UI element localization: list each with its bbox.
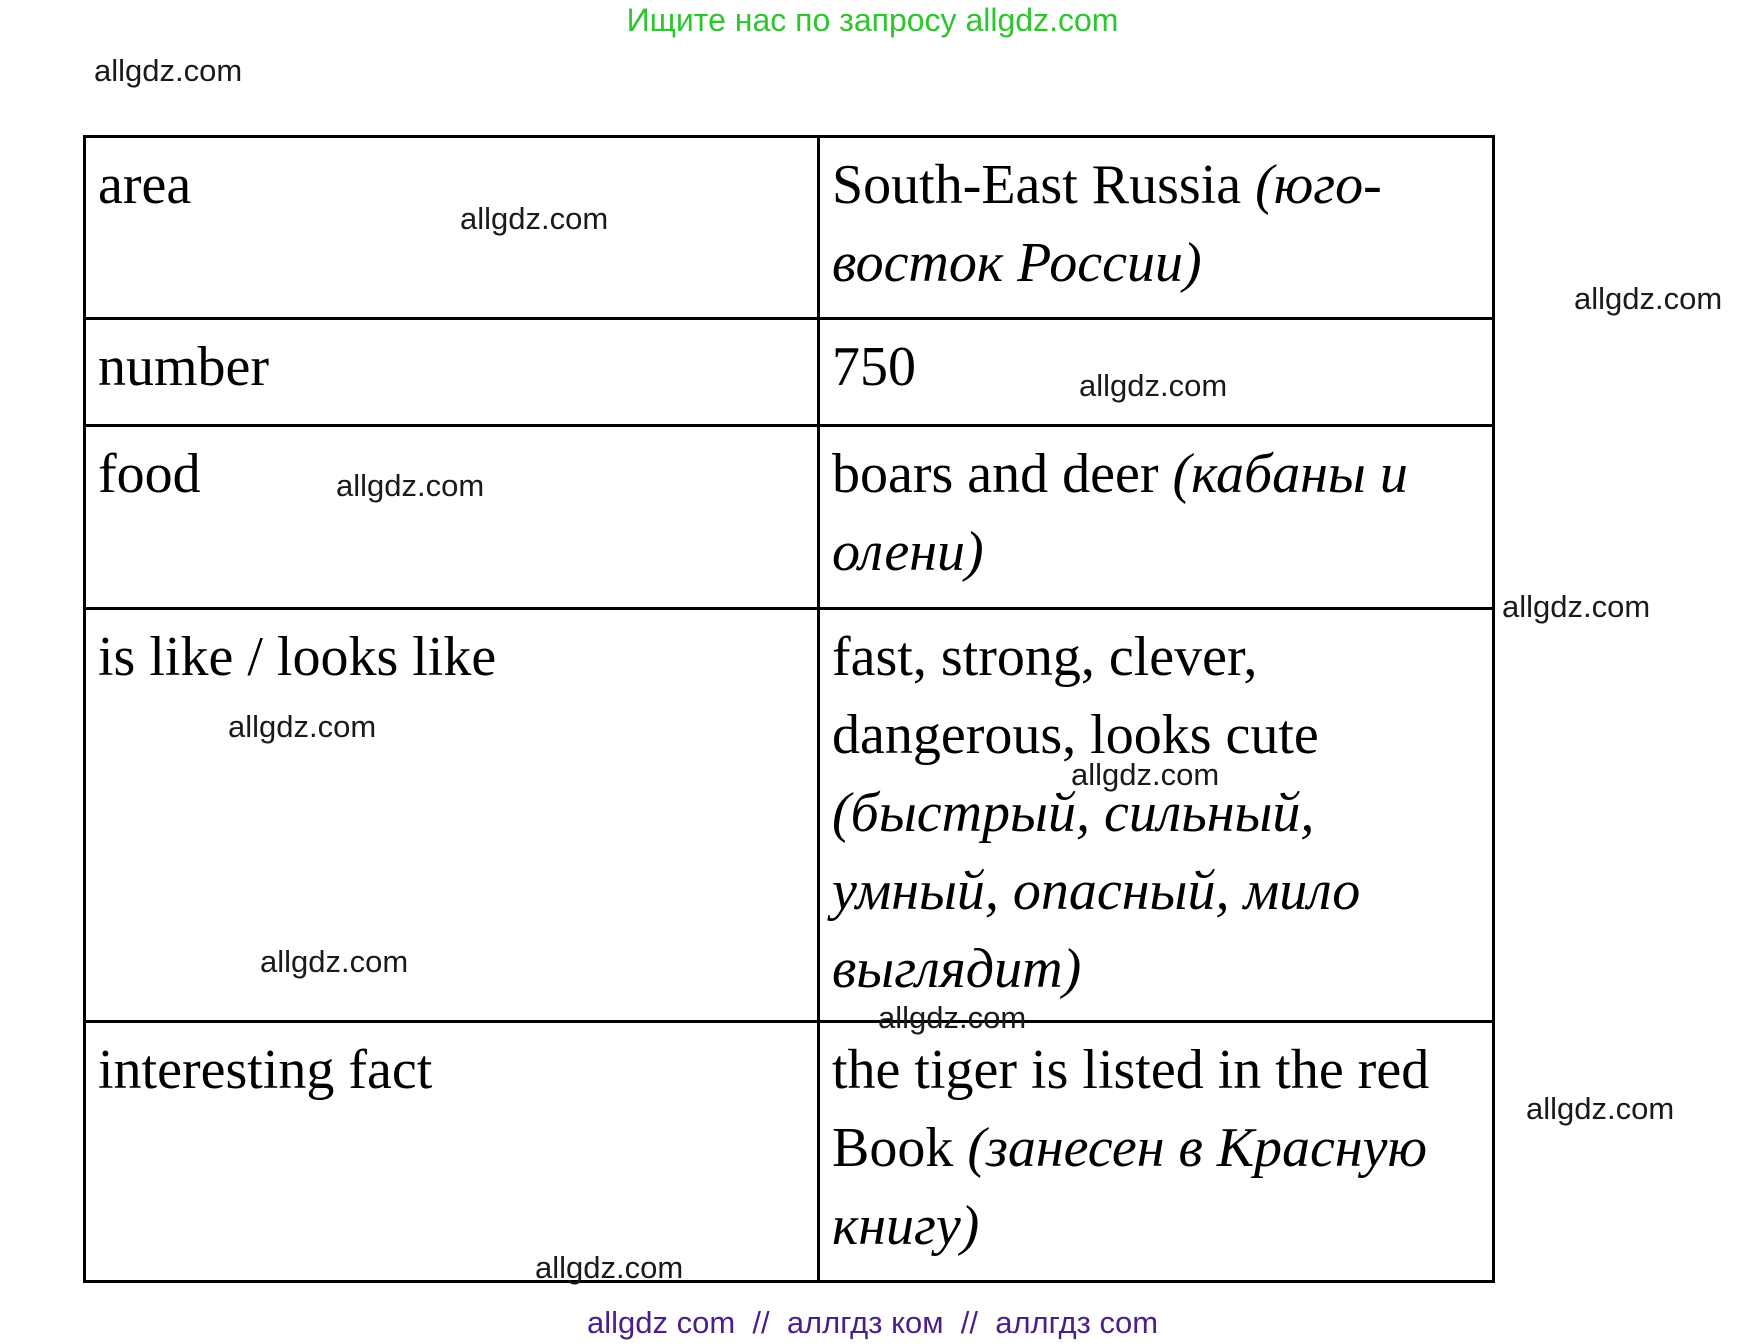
top-banner: Ищите нас по запросу allgdz.com bbox=[626, 2, 1119, 38]
row-value bbox=[819, 609, 1494, 1022]
watermark: allgdz.com bbox=[1502, 589, 1651, 624]
row-label: food bbox=[85, 426, 819, 609]
watermark: allgdz.com bbox=[460, 201, 609, 236]
watermark: allgdz.com bbox=[1574, 281, 1723, 316]
row-value bbox=[819, 426, 1494, 609]
row-value bbox=[819, 137, 1494, 319]
value-ru: (занесен в Красную книгу) bbox=[832, 1117, 1427, 1257]
watermark: allgdz.com bbox=[878, 1000, 1027, 1035]
watermark: allgdz.com bbox=[1079, 368, 1228, 403]
watermark: allgdz.com bbox=[228, 709, 377, 744]
watermark: allgdz.com bbox=[535, 1250, 684, 1285]
watermark: allgdz.com bbox=[94, 53, 243, 88]
value-en: the tiger is listed in the red Book bbox=[832, 1039, 1430, 1179]
value-ru: (юго-восток России) bbox=[832, 154, 1382, 294]
value-en: 750 bbox=[832, 336, 916, 398]
watermark: allgdz.com bbox=[336, 468, 485, 503]
watermark: allgdz.com bbox=[1071, 757, 1220, 792]
table-row bbox=[85, 319, 1494, 426]
watermark: allgdz.com bbox=[1526, 1091, 1675, 1126]
row-label: area bbox=[85, 137, 819, 319]
value-en: boars and deer bbox=[832, 443, 1159, 505]
row-label: is like / looks like bbox=[85, 609, 819, 1022]
row-label: interesting fact bbox=[85, 1022, 819, 1282]
table-row bbox=[85, 137, 1494, 319]
row-value bbox=[819, 1022, 1494, 1282]
value-ru: (кабаны и олени) bbox=[832, 443, 1408, 583]
watermark: allgdz.com bbox=[260, 944, 409, 979]
table-row bbox=[85, 426, 1494, 609]
value-en: fast, strong, clever, dangerous, looks cute bbox=[832, 626, 1319, 766]
table-row bbox=[85, 1022, 1494, 1282]
row-label: number bbox=[85, 319, 819, 426]
value-en: South-East Russia bbox=[832, 154, 1242, 216]
value-ru: (быстрый, сильный, умный, опасный, мило выглядит) bbox=[832, 782, 1361, 1000]
footer-links: allgdz com // аллгдз ком // аллгдз com bbox=[586, 1305, 1159, 1340]
